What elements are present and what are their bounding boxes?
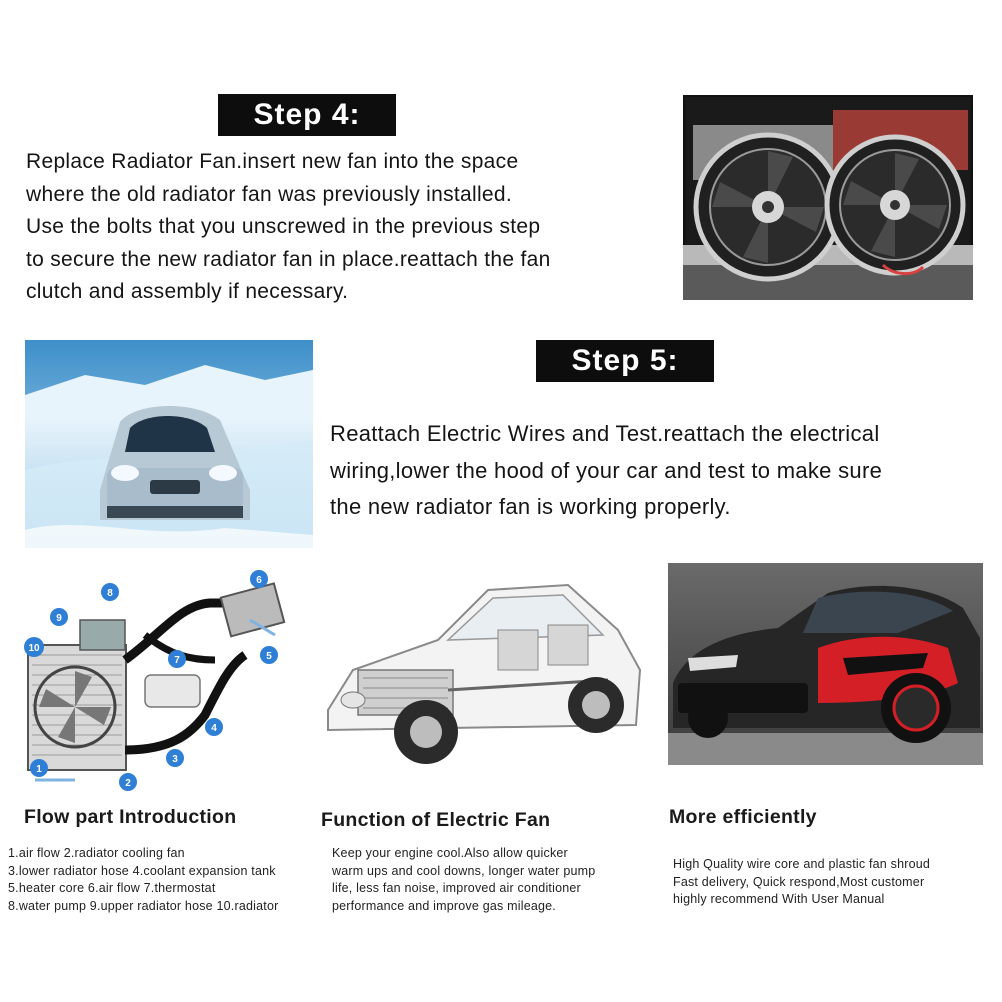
- svg-text:1: 1: [36, 764, 42, 775]
- flow-part-line: 5.heater core 6.air flow 7.thermostat: [8, 881, 216, 895]
- function-line: performance and improve gas mileage.: [332, 898, 556, 913]
- svg-text:5: 5: [266, 651, 272, 662]
- diagram-badge-6: [250, 570, 268, 588]
- svg-text:8: 8: [107, 588, 113, 599]
- efficiency-text: [673, 856, 930, 909]
- diagram-badge-10: [24, 637, 44, 657]
- step4-tag: Step 4:: [218, 94, 396, 136]
- svg-text:6: 6: [256, 575, 262, 586]
- diagram-badge-5: [260, 646, 278, 664]
- diagram-badge-1: [30, 759, 48, 777]
- diagram-badge-7: [168, 650, 186, 668]
- electric-fan-function-text: [332, 845, 595, 915]
- flow-part-line: 3.lower radiator hose 4.coolant expansion tank: [8, 863, 276, 878]
- svg-text:10: 10: [28, 643, 40, 654]
- step4-line: Use the bolts that you unscrewed in the previous step: [26, 215, 541, 238]
- step5-description: [330, 416, 882, 526]
- step4-line: clutch and assembly if necessary.: [26, 280, 349, 303]
- diagram-badge-2: [119, 773, 137, 791]
- diagram-badge-4: [205, 718, 223, 736]
- step5-line: wiring,lower the hood of your car and test to make sure: [330, 457, 883, 483]
- diagram-badge-3: [166, 749, 184, 767]
- step4-line: where the old radiator fan was previously installed.: [26, 182, 513, 206]
- step5-line: the new radiator fan is working properly.: [330, 494, 731, 519]
- efficiency-heading: More efficiently: [669, 806, 817, 828]
- svg-text:3: 3: [172, 754, 178, 765]
- step4-description: [26, 146, 551, 309]
- svg-text:4: 4: [211, 723, 217, 734]
- flow-part-list: [8, 845, 278, 915]
- step5-line: Reattach Electric Wires and Test.reattach the electrical: [330, 421, 880, 446]
- efficiency-line: Fast delivery, Quick respond,Most customer: [673, 874, 925, 889]
- efficiency-line: highly recommend With User Manual: [673, 892, 885, 906]
- function-line: life, less fan noise, improved air conditioner: [332, 881, 581, 895]
- snow-driving-car-photo: [25, 340, 313, 548]
- flow-part-line: 8.water pump 9.upper radiator hose 10.radiator: [8, 898, 279, 913]
- svg-text:9: 9: [56, 613, 62, 624]
- efficiency-line: High Quality wire core and plastic fan shroud: [673, 857, 931, 871]
- svg-text:2: 2: [125, 778, 131, 789]
- flow-part-heading: Flow part Introduction: [24, 806, 237, 828]
- electric-fan-function-heading: Function of Electric Fan: [321, 809, 551, 831]
- step4-line: to secure the new radiator fan in place.reattach the fan: [26, 247, 551, 271]
- flow-part-line: 1.air flow 2.radiator cooling fan: [8, 846, 185, 860]
- cooling-system-diagram: [20, 565, 320, 795]
- cutaway-car-illustration: [318, 560, 648, 785]
- step5-tag: Step 5:: [536, 340, 714, 382]
- diagram-badge-9: [50, 608, 68, 626]
- step4-line: Replace Radiator Fan.insert new fan into the space: [26, 150, 519, 173]
- function-line: warm ups and cool downs, longer water pump: [332, 863, 596, 878]
- diagram-badge-8: [101, 583, 119, 601]
- red-sports-car-photo: [668, 563, 983, 765]
- function-line: Keep your engine cool.Also allow quicker: [332, 846, 568, 860]
- svg-text:7: 7: [174, 655, 180, 666]
- radiator-fans-photo: [683, 95, 973, 300]
